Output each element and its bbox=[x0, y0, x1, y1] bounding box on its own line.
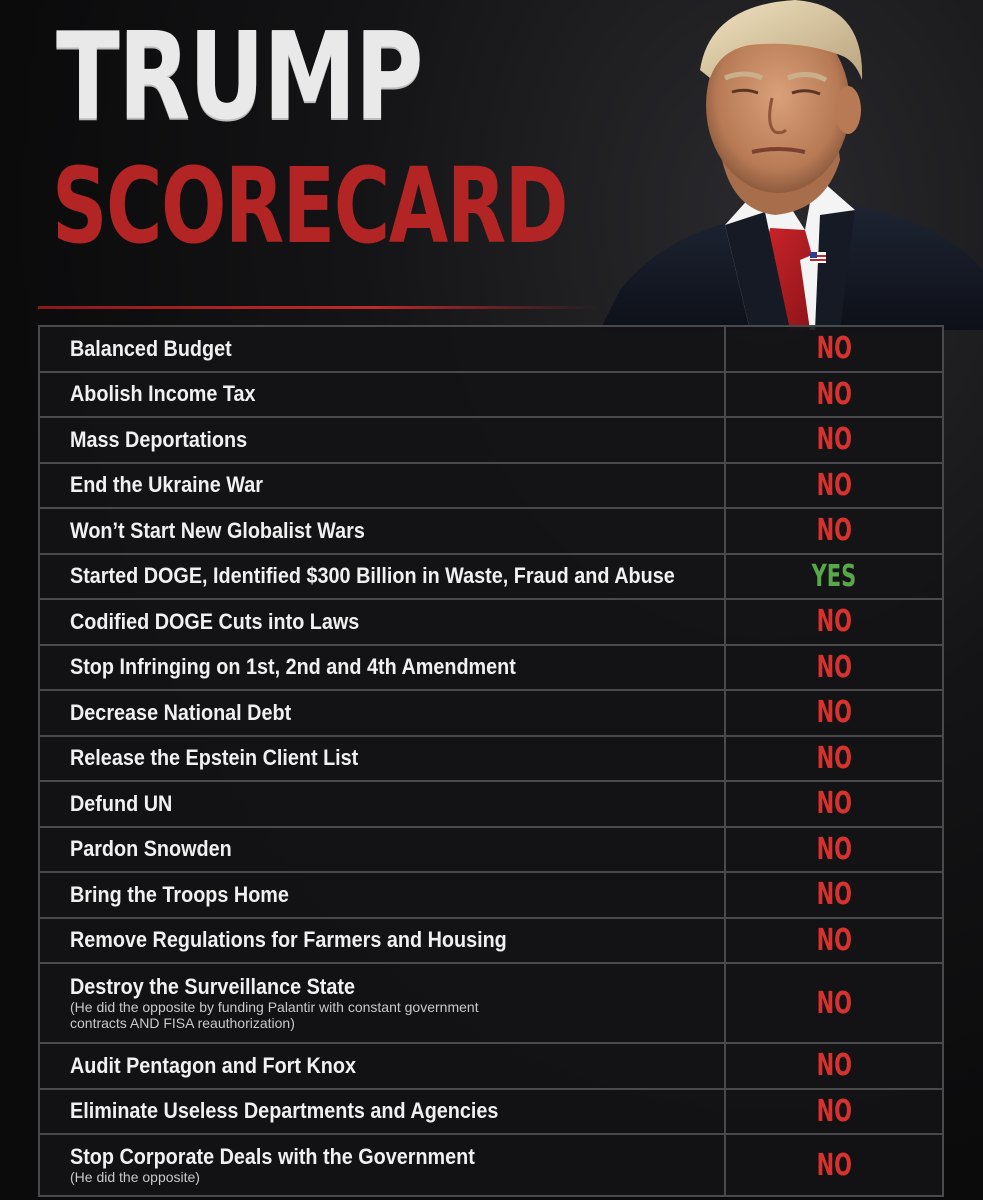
scorecard-table bbox=[38, 325, 944, 1197]
status-no: NO bbox=[816, 1048, 852, 1084]
title-line-2: SCORECARD bbox=[52, 145, 568, 267]
portrait-photo bbox=[600, 0, 983, 330]
scorecard-row bbox=[40, 1044, 942, 1090]
status-cell bbox=[726, 691, 942, 735]
goal-cell bbox=[40, 418, 726, 462]
scorecard-row bbox=[40, 600, 942, 646]
scorecard-row bbox=[40, 873, 942, 919]
status-cell bbox=[726, 600, 942, 644]
goal-label: Mass Deportations bbox=[70, 426, 248, 452]
status-no: NO bbox=[816, 331, 852, 367]
goal-cell bbox=[40, 737, 726, 781]
status-no: NO bbox=[816, 922, 852, 958]
goal-cell bbox=[40, 828, 726, 872]
goal-cell bbox=[40, 964, 726, 1042]
scorecard-row bbox=[40, 1135, 942, 1195]
status-no: NO bbox=[816, 513, 852, 549]
status-no: NO bbox=[816, 376, 852, 412]
status-no: NO bbox=[816, 467, 852, 503]
status-no: NO bbox=[816, 1093, 852, 1129]
scorecard-row bbox=[40, 737, 942, 783]
goal-label: Stop Infringing on 1st, 2nd and 4th Amendment bbox=[70, 654, 516, 680]
goal-label: Remove Regulations for Farmers and Housing bbox=[70, 927, 507, 953]
status-cell bbox=[726, 737, 942, 781]
status-cell bbox=[726, 964, 942, 1042]
status-cell bbox=[726, 919, 942, 963]
status-yes: YES bbox=[811, 558, 857, 594]
goal-cell bbox=[40, 873, 726, 917]
goal-cell bbox=[40, 373, 726, 417]
status-no: NO bbox=[816, 604, 852, 640]
goal-cell bbox=[40, 1135, 726, 1195]
goal-cell bbox=[40, 1044, 726, 1088]
goal-cell bbox=[40, 327, 726, 371]
status-no: NO bbox=[816, 985, 852, 1021]
goal-label: Audit Pentagon and Fort Knox bbox=[70, 1052, 356, 1078]
goal-cell bbox=[40, 782, 726, 826]
goal-cell bbox=[40, 464, 726, 508]
goal-label: Decrease National Debt bbox=[70, 699, 292, 725]
status-no: NO bbox=[816, 831, 852, 867]
goal-label: Bring the Troops Home bbox=[70, 881, 289, 907]
goal-label: Stop Corporate Deals with the Government bbox=[70, 1144, 475, 1169]
status-no: NO bbox=[816, 877, 852, 913]
scorecard-row bbox=[40, 327, 942, 373]
status-cell bbox=[726, 418, 942, 462]
status-no: NO bbox=[816, 422, 852, 458]
scorecard-row bbox=[40, 646, 942, 692]
status-cell bbox=[726, 1090, 942, 1134]
scorecard-row bbox=[40, 828, 942, 874]
scorecard-row bbox=[40, 418, 942, 464]
scorecard-row bbox=[40, 555, 942, 601]
status-no: NO bbox=[816, 740, 852, 776]
goal-label: Codified DOGE Cuts into Laws bbox=[70, 608, 360, 634]
status-cell bbox=[726, 782, 942, 826]
goal-label: Defund UN bbox=[70, 790, 173, 816]
status-cell bbox=[726, 1135, 942, 1195]
goal-label: Release the Epstein Client List bbox=[70, 745, 359, 771]
scorecard-row bbox=[40, 964, 942, 1044]
status-cell bbox=[726, 464, 942, 508]
scorecard-row bbox=[40, 782, 942, 828]
status-cell bbox=[726, 828, 942, 872]
status-cell bbox=[726, 373, 942, 417]
scorecard-row bbox=[40, 1090, 942, 1136]
goal-cell bbox=[40, 919, 726, 963]
scorecard-row bbox=[40, 464, 942, 510]
goal-label: Started DOGE, Identified $300 Billion in Waste, Fraud and Abuse bbox=[70, 563, 675, 589]
scorecard-row bbox=[40, 509, 942, 555]
status-cell bbox=[726, 509, 942, 553]
goal-label: Destroy the Surveillance State bbox=[70, 974, 356, 999]
goal-label: End the Ukraine War bbox=[70, 472, 263, 498]
status-no: NO bbox=[816, 695, 852, 731]
title-underline bbox=[38, 306, 598, 309]
goal-label: Abolish Income Tax bbox=[70, 381, 256, 407]
portrait-illustration bbox=[600, 0, 983, 330]
goal-label: Pardon Snowden bbox=[70, 836, 232, 862]
goal-label: Won’t Start New Globalist Wars bbox=[70, 517, 365, 543]
status-no: NO bbox=[816, 786, 852, 822]
status-cell bbox=[726, 646, 942, 690]
goal-cell bbox=[40, 646, 726, 690]
goal-cell bbox=[40, 555, 726, 599]
title-line-1: TRUMP bbox=[56, 8, 422, 147]
scorecard-row bbox=[40, 691, 942, 737]
goal-label: Eliminate Useless Departments and Agencies bbox=[70, 1098, 499, 1124]
goal-cell bbox=[40, 509, 726, 553]
status-cell bbox=[726, 873, 942, 917]
goal-cell bbox=[40, 691, 726, 735]
status-no: NO bbox=[816, 1147, 852, 1183]
goal-label: Balanced Budget bbox=[70, 335, 232, 361]
goal-note: (He did the opposite) bbox=[70, 1169, 200, 1185]
goal-note: (He did the opposite by funding Palantir with constant government contracts AND FISA reauthorization) bbox=[70, 999, 479, 1031]
goal-cell bbox=[40, 1090, 726, 1134]
scorecard-row bbox=[40, 373, 942, 419]
status-no: NO bbox=[816, 649, 852, 685]
status-cell bbox=[726, 1044, 942, 1088]
status-cell bbox=[726, 327, 942, 371]
status-cell bbox=[726, 555, 942, 599]
goal-cell bbox=[40, 600, 726, 644]
scorecard-row bbox=[40, 919, 942, 965]
